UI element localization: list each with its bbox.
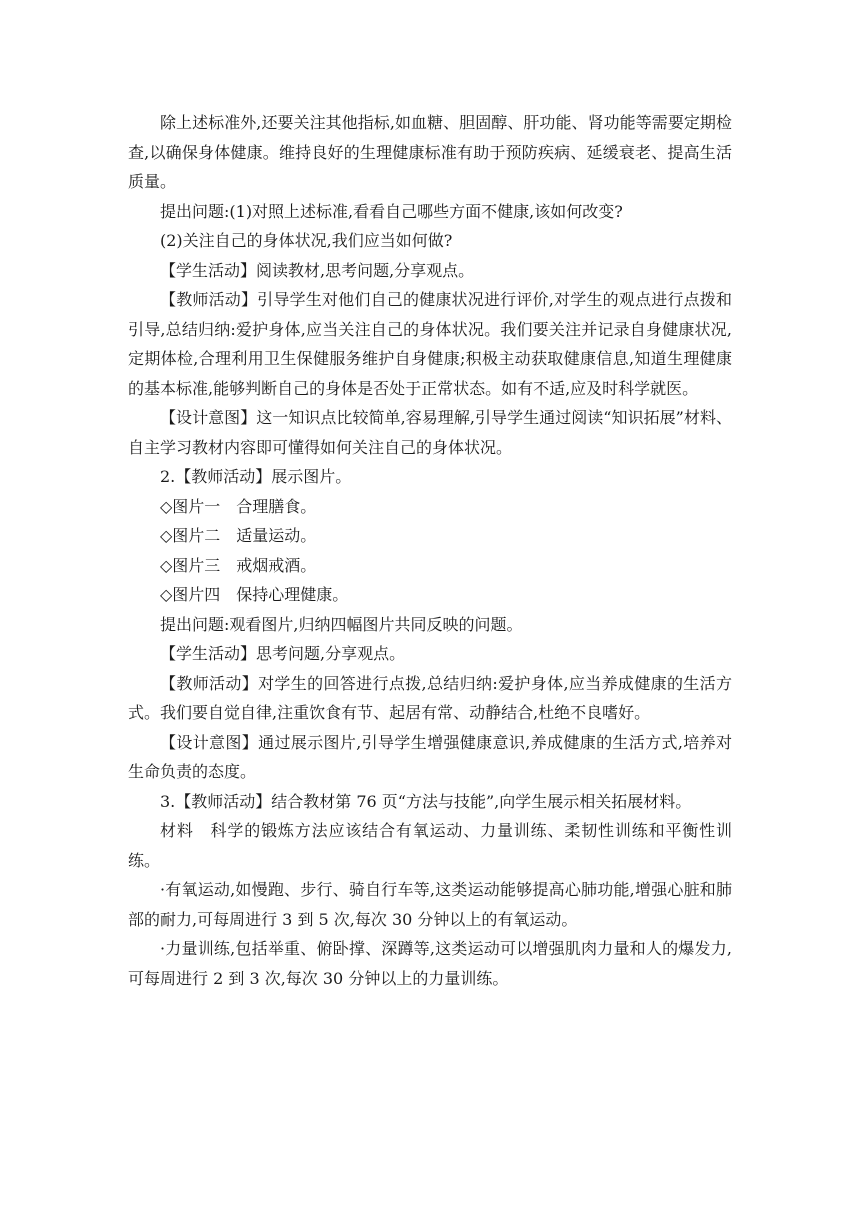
- paragraph-other-indicators: 除上述标准外,还要关注其他指标,如血糖、胆固醇、肝功能、肾功能等需要定期检查,以确保身体健康。维持良好的生理健康标准有助于预防疾病、延缓衰老、提高生活质量。: [128, 113, 732, 191]
- paragraph-question-3: 提出问题:观看图片,归纳四幅图片共同反映的问题。: [160, 614, 523, 634]
- paragraph-aerobic: ·有氧运动,如慢跑、步行、骑自行车等,这类运动能够提高心肺功能,增强心脏和肺部的耐力,可每周进行 3 到 5 次,每次 30 分钟以上的有氧运动。: [128, 880, 732, 929]
- paragraph-teacher-activity-4: 3.【教师活动】结合教材第 76 页“方法与技能”,向学生展示相关拓展材料。: [160, 791, 692, 811]
- list-item-picture-2: ◇图片二 适量运动。: [160, 526, 317, 545]
- list-item-picture-4: ◇图片四 保持心理健康。: [160, 585, 349, 604]
- list-item-picture-3: ◇图片三 戒烟戒酒。: [160, 555, 317, 575]
- paragraph-teacher-activity-1: 【教师活动】引导学生对他们自己的健康状况进行评价,对学生的观点进行点拨和引导,总结归纳:爱护身体,应当关注自己的身体状况。我们要关注并记录自身健康状况,定期体检,合理利用卫生保健服务维护自身健康;积极主动获取健康信息,知道生理健康的基本标准,能够判断自己的身体是否处于正常状态。如有不适,应及时科学就医。: [128, 290, 732, 398]
- paragraph-teacher-activity-3: 【教师活动】对学生的回答进行点拨,总结归纳:爱护身体,应当养成健康的生活方式。我们要自觉自律,注重饮食有节、起居有常、动静结合,杜绝不良嗜好。: [128, 673, 732, 722]
- paragraph-question-2: (2)关注自己的身体状况,我们应当如何做?: [160, 231, 453, 250]
- list-item-picture-1: ◇图片一 合理膳食。: [160, 496, 317, 516]
- paragraph-strength: ·力量训练,包括举重、俯卧撑、深蹲等,这类运动可以增强肌肉力量和人的爆发力,可每周进行 2 到 3 次,每次 30 分钟以上的力量训练。: [128, 939, 732, 988]
- paragraph-design-intent-1: 【设计意图】这一知识点比较简单,容易理解,引导学生通过阅读“知识拓展”材料、自主学习教材内容即可懂得如何关注自己的身体状况。: [128, 408, 732, 457]
- paragraph-teacher-activity-2: 2.【教师活动】展示图片。: [160, 467, 352, 486]
- paragraph-question-1: 提出问题:(1)对照上述标准,看看自己哪些方面不健康,该如何改变?: [160, 201, 623, 221]
- paragraph-student-activity-1: 【学生活动】阅读教材,思考问题,分享观点。: [160, 260, 475, 280]
- document-page: [128, 108, 732, 993]
- paragraph-student-activity-2: 【学生活动】思考问题,分享观点。: [160, 644, 406, 663]
- paragraph-material: 材料 科学的锻炼方法应该结合有氧运动、力量训练、柔韧性训练和平衡性训练。: [128, 821, 732, 870]
- paragraph-design-intent-2: 【设计意图】通过展示图片,引导学生增强健康意识,养成健康的生活方式,培养对生命负责的态度。: [128, 732, 732, 781]
